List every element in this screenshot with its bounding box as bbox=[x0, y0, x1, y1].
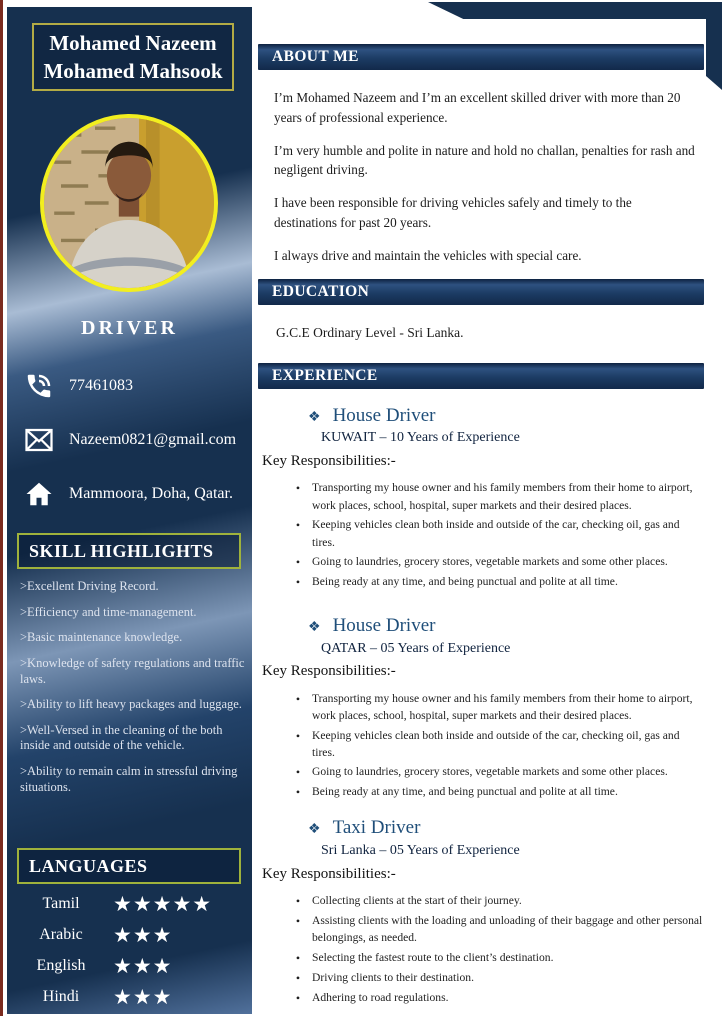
name-line-1: Mohamed Nazeem bbox=[49, 30, 217, 55]
about-paragraph: I have been responsible for driving vehicles safely and timely to the destinations for past 20 years. bbox=[274, 195, 632, 230]
skill-item: >Ability to lift heavy packages and luggage. bbox=[20, 697, 242, 712]
contact-row-email bbox=[21, 423, 245, 457]
name-box bbox=[32, 23, 234, 91]
language-row bbox=[17, 953, 243, 979]
star-rating: ★★★★★ bbox=[113, 891, 213, 916]
job-entry-house-driver-qatar bbox=[258, 593, 704, 801]
list-item: • Transporting my house owner and his family members from their home to airport, work places, school, hospital, super markets and their desired places. bbox=[284, 690, 704, 725]
list-item: • Collecting clients at the start of their journey. bbox=[284, 892, 704, 910]
skill-item: >Basic maintenance knowledge. bbox=[20, 630, 183, 645]
profile-photo bbox=[40, 114, 218, 292]
sidebar bbox=[7, 7, 252, 1014]
experience-title: EXPERIENCE bbox=[272, 366, 378, 384]
skill-item: >Knowledge of safety regulations and traffic laws. bbox=[20, 655, 245, 686]
job-role-title: DRIVER bbox=[81, 317, 178, 339]
phone-icon bbox=[21, 370, 57, 402]
list-item: • Being ready at any time, and being punctual and polite at all time. bbox=[284, 783, 704, 801]
job-title: House Driver bbox=[332, 404, 436, 426]
responsibilities-list bbox=[258, 690, 704, 802]
languages-section-header bbox=[17, 848, 241, 884]
skill-item: >Efficiency and time-management. bbox=[20, 604, 197, 619]
about-paragraph: I always drive and maintain the vehicles with special care. bbox=[274, 247, 582, 263]
language-name: Hindi bbox=[42, 988, 80, 1005]
skill-item: >Well-Versed in the cleaning of the both inside and outside of the vehicle. bbox=[20, 722, 223, 753]
corner-ribbon-vertical bbox=[706, 12, 722, 90]
list-item: • Assisting clients with the loading and unloading of their baggage and other personal belongings, as needed. bbox=[284, 912, 704, 947]
diamond-bullet-icon: ❖ bbox=[308, 822, 321, 838]
language-row bbox=[17, 984, 243, 1010]
job-title-row bbox=[258, 593, 704, 638]
skills-section-header bbox=[17, 533, 241, 569]
bullet-dot-icon: • bbox=[295, 894, 301, 909]
list-item: • Going to laundries, grocery stores, vegetable markets and some other places. bbox=[284, 553, 704, 571]
bullet-dot-icon: • bbox=[295, 914, 301, 929]
skills-list bbox=[20, 579, 246, 805]
about-text bbox=[258, 70, 704, 266]
bullet-dot-icon: • bbox=[295, 970, 301, 985]
list-item: • Keeping vehicles clean both inside and outside of the car, checking oil, gas and tires. bbox=[284, 727, 704, 762]
about-title: ABOUT ME bbox=[272, 48, 359, 65]
main-content bbox=[258, 0, 704, 1009]
language-row bbox=[17, 891, 243, 917]
languages-title: LANGUAGES bbox=[29, 855, 148, 876]
email-icon bbox=[21, 424, 57, 456]
name-line-2: Mohamed Mahsook bbox=[43, 59, 223, 83]
home-icon bbox=[21, 478, 57, 510]
bullet-dot-icon: • bbox=[295, 990, 301, 1005]
language-name: English bbox=[36, 957, 86, 974]
language-name: Arabic bbox=[39, 926, 83, 943]
star-rating: ★★★ bbox=[113, 922, 173, 947]
skill-item: >Ability to remain calm in stressful driving situations. bbox=[20, 764, 238, 794]
list-item: • Transporting my house owner and his family members from their home to airport, work places, school, hospital, super markets and their desired places. bbox=[284, 479, 704, 514]
about-paragraph: I’m Mohamed Nazeem and I’m an excellent skilled driver with more than 20 years of professional experience. bbox=[274, 90, 681, 125]
job-title-row bbox=[258, 803, 704, 840]
job-title: House Driver bbox=[332, 614, 436, 636]
bullet-dot-icon: • bbox=[295, 950, 301, 965]
bullet-dot-icon: • bbox=[295, 554, 301, 569]
responsibilities-list bbox=[258, 892, 704, 1007]
bullet-dot-icon: • bbox=[295, 518, 301, 533]
bullet-dot-icon: • bbox=[295, 728, 301, 743]
job-title-row bbox=[258, 389, 704, 428]
responsibilities-label: Key Responsibilities:- bbox=[262, 452, 396, 469]
list-item: • Going to laundries, grocery stores, vegetable markets and some other places. bbox=[284, 763, 704, 781]
list-item: • Being ready at any time, and being punctual and polite at all time. bbox=[284, 573, 704, 591]
star-rating: ★★★ bbox=[113, 953, 173, 978]
list-item: • Selecting the fastest route to the client’s destination. bbox=[284, 949, 704, 967]
about-paragraph: I’m very humble and polite in nature and hold no challan, penalties for rash and negligent driving. bbox=[274, 142, 695, 178]
responsibilities-list bbox=[258, 479, 704, 591]
skills-title: SKILL HIGHLIGHTS bbox=[29, 540, 214, 561]
languages-list bbox=[17, 891, 243, 1015]
responsibilities-label: Key Responsibilities:- bbox=[262, 865, 396, 882]
job-title: Taxi Driver bbox=[332, 817, 421, 839]
language-name: Tamil bbox=[42, 895, 80, 912]
email-address: Nazeem0821@gmail.com bbox=[69, 431, 237, 448]
diamond-bullet-icon: ❖ bbox=[308, 619, 321, 635]
list-item: • Driving clients to their destination. bbox=[284, 969, 704, 987]
profile-photo-illustration bbox=[44, 118, 214, 288]
education-title: EDUCATION bbox=[272, 282, 370, 300]
left-edge-strip bbox=[0, 0, 3, 1016]
address: Mammoora, Doha, Qatar. bbox=[69, 485, 233, 502]
bullet-dot-icon: • bbox=[295, 481, 301, 496]
phone-number: 77461083 bbox=[69, 377, 133, 394]
bullet-dot-icon: • bbox=[295, 785, 301, 800]
about-section-header bbox=[258, 44, 704, 70]
skill-item: >Excellent Driving Record. bbox=[20, 579, 159, 593]
bullet-dot-icon: • bbox=[295, 765, 301, 780]
bullet-dot-icon: • bbox=[295, 574, 301, 589]
education-section-header bbox=[258, 279, 704, 305]
list-item: • Keeping vehicles clean both inside and outside of the car, checking oil, gas and tires. bbox=[284, 516, 704, 551]
star-rating: ★★★ bbox=[113, 984, 173, 1009]
job-entry-house-driver-kuwait bbox=[258, 389, 704, 591]
contact-row-address bbox=[21, 477, 245, 511]
list-item: • Adhering to road regulations. bbox=[284, 989, 704, 1007]
contact-list bbox=[21, 369, 245, 531]
contact-row-phone bbox=[21, 369, 245, 403]
education-text: G.C.E Ordinary Level - Sri Lanka. bbox=[276, 324, 464, 340]
bullet-dot-icon: • bbox=[295, 691, 301, 706]
responsibilities-label: Key Responsibilities:- bbox=[262, 663, 396, 680]
experience-section-header bbox=[258, 363, 704, 389]
diamond-bullet-icon: ❖ bbox=[308, 409, 321, 425]
job-subtitle: QATAR – 05 Years of Experience bbox=[321, 640, 511, 656]
job-entry-taxi-driver-sri-lanka bbox=[258, 803, 704, 1007]
language-row bbox=[17, 922, 243, 948]
job-subtitle: Sri Lanka – 05 Years of Experience bbox=[321, 843, 520, 859]
job-subtitle: KUWAIT – 10 Years of Experience bbox=[321, 430, 520, 446]
